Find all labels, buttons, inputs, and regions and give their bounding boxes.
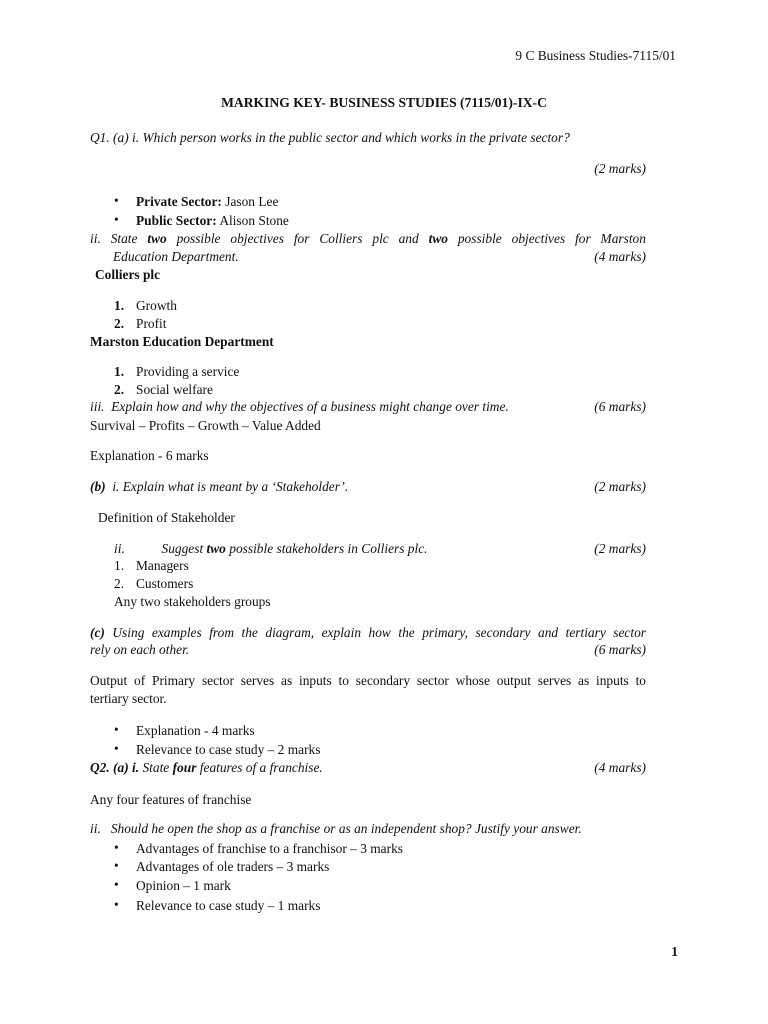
- list-item: 2.: [114, 316, 125, 331]
- list-item: 2.: [114, 576, 125, 591]
- bullet-icon: •: [114, 840, 119, 855]
- q1b-ii-question: ii. Suggest two possible stakeholders in Colliers plc. (2 marks): [114, 541, 646, 556]
- q1c-question-line2: rely on each other. (6 marks): [90, 642, 646, 657]
- q1a-iii-explanation: Explanation - 6 marks: [90, 448, 209, 463]
- q1c-answer-line1: Output of Primary sector serves as inputs to secondary sector whose output serves as inputs to: [90, 673, 646, 688]
- list-item: 1.: [114, 298, 125, 313]
- list-item-text: Growth: [136, 298, 177, 313]
- q1a-i-marks: (2 marks): [594, 161, 646, 176]
- list-item-text: Advantages of franchise to a franchisor – 3 marks: [136, 841, 403, 856]
- heading-colliers: Colliers plc: [95, 267, 161, 282]
- list-item-text: Relevance to case study – 1 marks: [136, 898, 321, 913]
- list-item-text: Managers: [136, 558, 189, 573]
- list-item: 1.: [114, 364, 125, 379]
- q1b-i-marks: (2 marks): [594, 479, 646, 494]
- q2a-ii-question: ii. Should he open the shop as a franchise or as an independent shop? Justify your answer.: [90, 821, 582, 836]
- answer-public-sector: Public Sector: Alison Stone: [136, 213, 289, 228]
- q1b-i-question: (b) i. Explain what is meant by a ‘Stakeholder’. (2 marks): [90, 479, 646, 494]
- list-item-text: Providing a service: [136, 364, 240, 379]
- q1a-iii-marks: (6 marks): [594, 399, 646, 414]
- answer-private-sector: Private Sector: Jason Lee: [136, 194, 279, 209]
- list-item-text: Relevance to case study – 2 marks: [136, 742, 321, 757]
- q1c-marks: (6 marks): [594, 642, 646, 657]
- q1b-ii-marks: (2 marks): [594, 541, 646, 556]
- list-item-text: Explanation - 4 marks: [136, 723, 255, 738]
- bullet-icon: •: [114, 722, 119, 737]
- q1c-question-line1: (c) Using examples from the diagram, explain how the primary, secondary and tertiary sector: [90, 625, 646, 640]
- list-item-text: Social welfare: [136, 382, 213, 397]
- q1c-answer-line2: tertiary sector.: [90, 691, 167, 706]
- bullet-icon: •: [114, 193, 119, 208]
- list-item-text: Advantages of ole traders – 3 marks: [136, 859, 330, 874]
- q1a-ii-question-line1: ii. State two possible objectives for Colliers plc and two possible objectives for Marston: [90, 231, 646, 246]
- list-item-text: Customers: [136, 576, 194, 591]
- q2a-i-question: Q2. (a) i. State four features of a franchise. (4 marks): [90, 760, 646, 775]
- list-item-text: Opinion – 1 mark: [136, 878, 231, 893]
- list-item: 2.: [114, 382, 125, 397]
- list-item: 1.: [114, 558, 125, 573]
- q1a-iii-question: iii. Explain how and why the objectives of a business might change over time. (6 marks): [90, 399, 646, 414]
- q1a-iii-answer: Survival – Profits – Growth – Value Added: [90, 418, 321, 433]
- q1b-i-answer: Definition of Stakeholder: [98, 510, 235, 525]
- bullet-icon: •: [114, 858, 119, 873]
- list-item-text: Profit: [136, 316, 167, 331]
- bullet-icon: •: [114, 877, 119, 892]
- bullet-icon: •: [114, 741, 119, 756]
- q2a-i-answer: Any four features of franchise: [90, 792, 252, 807]
- q1a-ii-marks: (4 marks): [594, 249, 646, 264]
- bullet-icon: •: [114, 897, 119, 912]
- header-ref: 9 C Business Studies-7115/01: [515, 48, 676, 63]
- page-title: MARKING KEY- BUSINESS STUDIES (7115/01)-IX-C: [221, 95, 547, 110]
- heading-marston: Marston Education Department: [90, 334, 274, 349]
- q1b-ii-note: Any two stakeholders groups: [114, 594, 271, 609]
- q1a-ii-question-line2: Education Department. (4 marks): [113, 249, 646, 264]
- q1a-i-question: Q1. (a) i. Which person works in the public sector and which works in the private sector?: [90, 130, 570, 145]
- bullet-icon: •: [114, 212, 119, 227]
- page-number: 1: [671, 944, 678, 959]
- q2a-i-marks: (4 marks): [594, 760, 646, 775]
